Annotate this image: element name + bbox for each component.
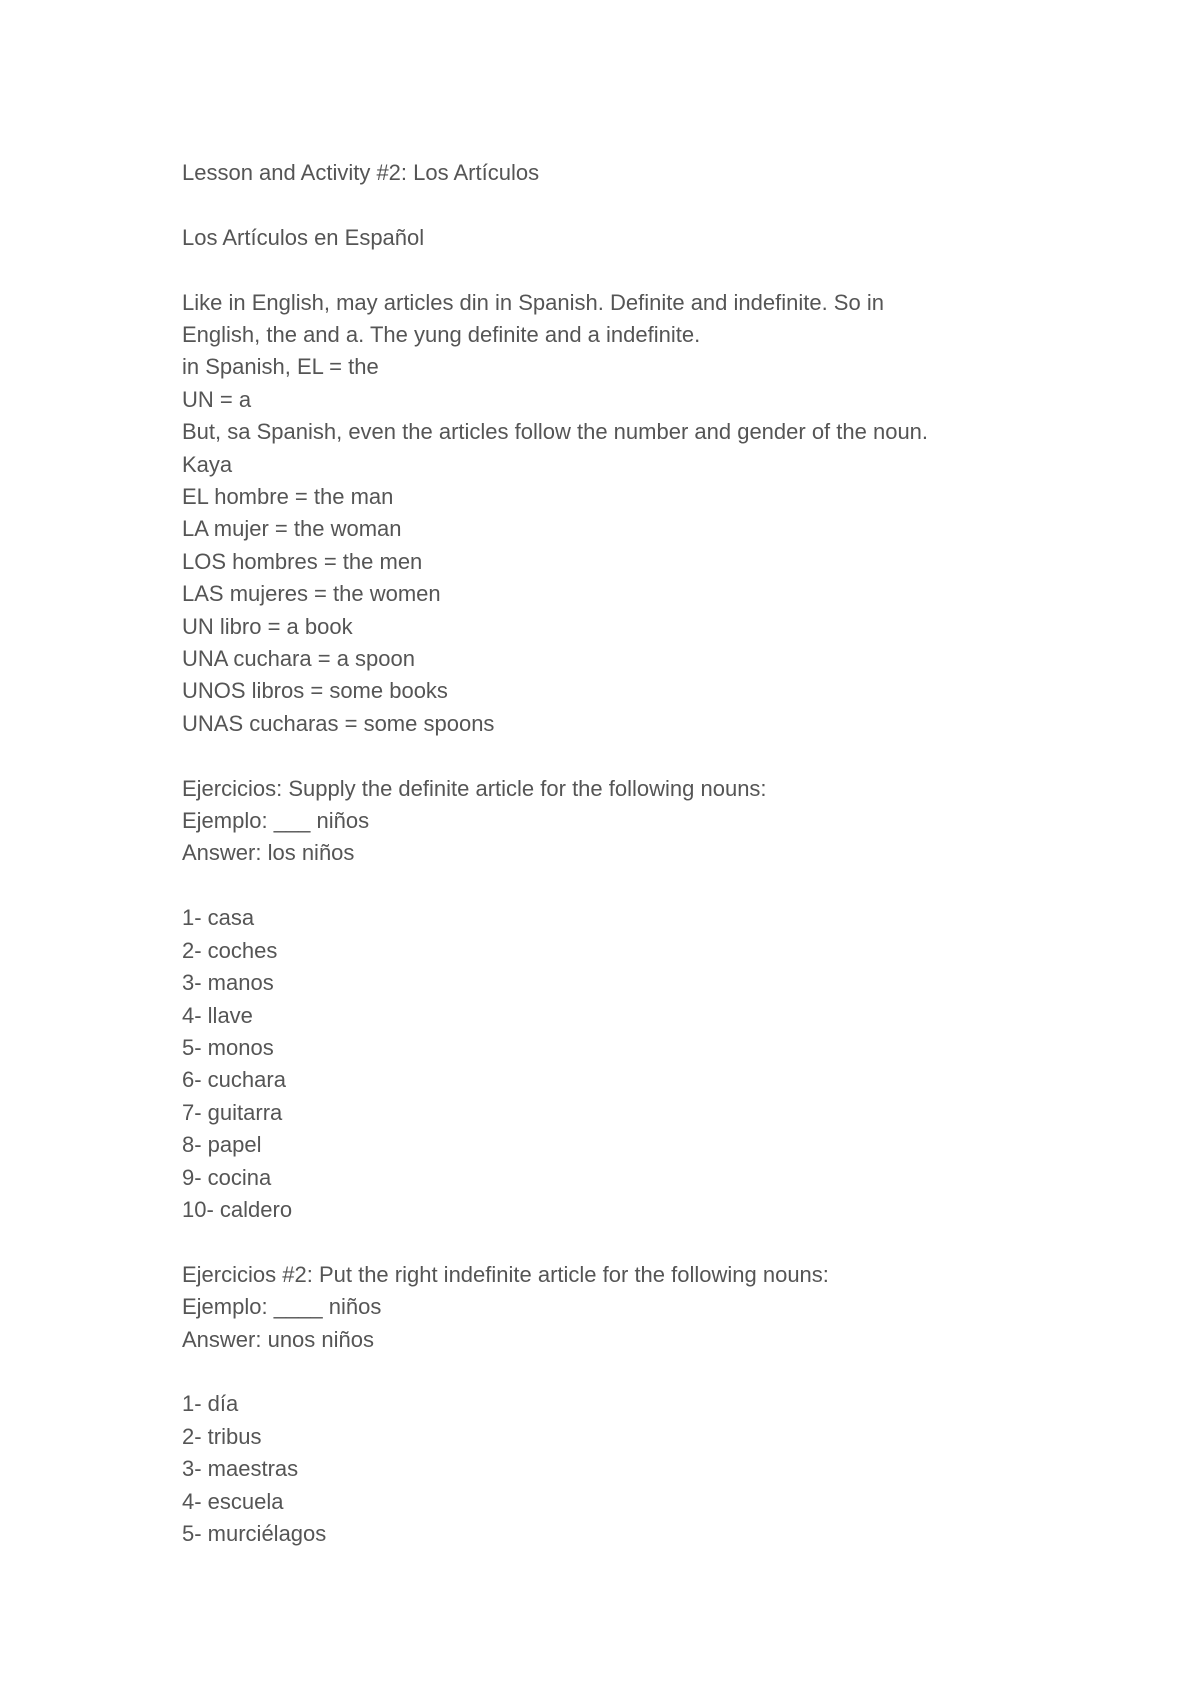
exercise-1-item: 5- monos [182,1034,274,1060]
exercise-2-heading: Ejercicios #2: Put the right indefinite article for the following nouns: [182,1261,829,1287]
intro-section [182,287,1082,481]
example-item: UNAS cucharas = some spoons [182,710,495,736]
examples-list [182,481,1082,740]
blank-line [182,740,1082,772]
exercise-1-answer: Answer: los niños [182,840,355,866]
exercise-1-item: 6- cuchara [182,1067,286,1093]
exercise-2-example: Ejemplo: ____ niños [182,1294,382,1320]
example-item: UNOS libros = some books [182,678,448,704]
document-title: Lesson and Activity #2: Los Artículos [182,160,540,185]
exercise-2-item: 5- murciélagos [182,1520,327,1546]
intro-line: Like in English, may articles din in Spanish. Definite and indefinite. So in [182,289,884,315]
document-subtitle: Los Artículos en Español [182,224,425,250]
example-item: EL hombre = the man [182,484,394,510]
exercise-1-item: 3- manos [182,970,274,996]
example-item: LA mujer = the woman [182,516,402,542]
blank-line [182,870,1082,902]
exercise-2-answer: Answer: unos niños [182,1326,374,1352]
blank-line [182,254,1082,286]
exercise-1-item: 8- papel [182,1132,262,1158]
intro-line: Kaya [182,451,233,477]
blank-line [182,1356,1082,1388]
exercise-1-item: 2- coches [182,937,278,963]
exercise-2-section [182,1259,1082,1551]
exercise-1-example: Ejemplo: ___ niños [182,808,370,834]
exercise-1-heading: Ejercicios: Supply the definite article for the following nouns: [182,775,767,801]
exercise-1-item: 7- guitarra [182,1099,283,1125]
example-item: LOS hombres = the men [182,548,423,574]
example-item: UNA cuchara = a spoon [182,646,415,672]
exercise-1-section [182,773,1082,1227]
blank-line [182,189,1082,221]
exercise-1-item: 10- caldero [182,1196,293,1222]
exercise-2-item: 3- maestras [182,1456,299,1482]
intro-line: English, the and a. The yung definite and a indefinite. [182,322,701,347]
exercise-1-item: 1- casa [182,905,255,931]
example-item: LAS mujeres = the women [182,581,441,607]
blank-line [182,1226,1082,1258]
exercise-1-item: 9- cocina [182,1164,272,1190]
intro-line: UN = a [182,386,252,412]
document-body [182,157,1082,1550]
example-item: UN libro = a book [182,613,353,639]
exercise-2-item: 4- escuela [182,1488,284,1514]
intro-line: in Spanish, EL = the [182,354,379,380]
exercise-1-item: 4- llave [182,1002,253,1028]
intro-line: But, sa Spanish, even the articles follow the number and gender of the noun. [182,419,929,445]
exercise-2-item: 2- tribus [182,1423,262,1449]
exercise-2-item: 1- día [182,1391,239,1417]
